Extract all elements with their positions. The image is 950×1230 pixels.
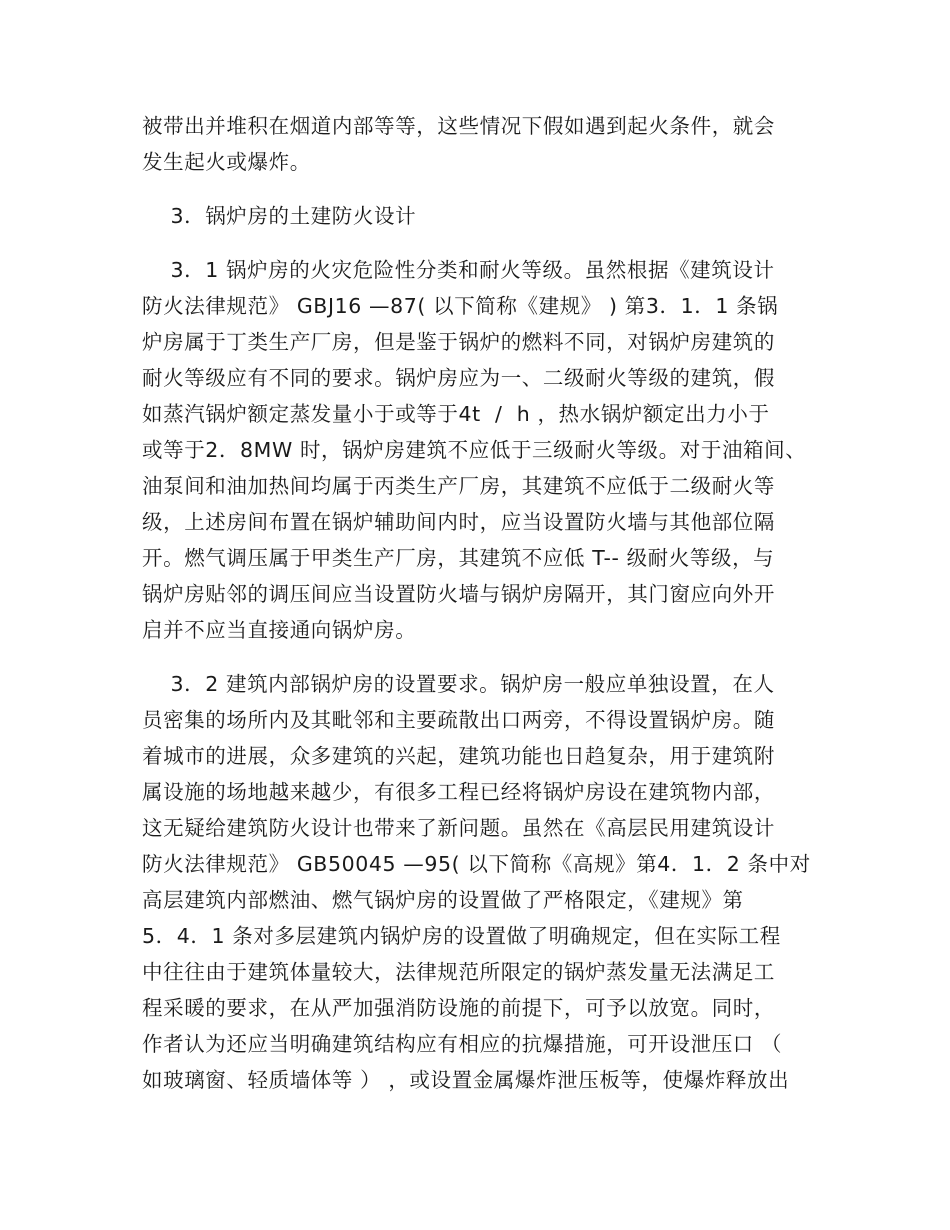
text-line: 如玻璃窗、轻质墙体等 ） ，或设置金属爆炸泄压板等，使爆炸释放出 — [142, 1068, 790, 1092]
text-line: 防火法律规范》 GBJ16 —87( 以下简称《建规》 ) 第3．1．1 条锅 — [142, 294, 779, 318]
text-line: 3．2 建筑内部锅炉房的设置要求。锅炉房一般应单独设置，在人 — [142, 672, 775, 696]
text-line: 如蒸汽锅炉额定蒸发量小于或等于4t / h ，热水锅炉额定出力小于 — [142, 402, 770, 426]
text-line: 开。燃气调压属于甲类生产厂房，其建筑不应低 T-- 级耐火等级，与 — [142, 546, 775, 570]
text-line: 这无疑给建筑防火设计也带来了新问题。虽然在《高层民用建筑设计 — [142, 816, 775, 840]
text-line: 发生起火或爆炸。 — [142, 150, 311, 174]
text-line: 启并不应当直接通向锅炉房。 — [142, 618, 417, 642]
text-line: 中往往由于建筑体量较大，法律规范所限定的锅炉蒸发量无法满足工 — [142, 960, 775, 984]
text-line: 耐火等级应有不同的要求。锅炉房应为一、二级耐火等级的建筑，假 — [142, 366, 775, 390]
text-line: 被带出并堆积在烟道内部等等，这些情况下假如遇到起火条件，就会 — [142, 114, 775, 138]
text-line: 炉房属于丁类生产厂房，但是鉴于锅炉的燃料不同，对锅炉房建筑的 — [142, 330, 775, 354]
text-line: 3．1 锅炉房的火灾危险性分类和耐火等级。虽然根据《建筑设计 — [142, 258, 775, 282]
text-line: 高层建筑内部燃油、燃气锅炉房的设置做了严格限定，《建规》第 — [142, 888, 744, 912]
text-line: 级，上述房间布置在锅炉辅助间内时，应当设置防火墙与其他部位隔 — [142, 510, 775, 534]
text-line: 油泵间和油加热间均属于丙类生产厂房，其建筑不应低于二级耐火等 — [142, 474, 775, 498]
text-line: 或等于2．8MW 时，锅炉房建筑不应低于三级耐火等级。对于油箱间、 — [142, 438, 807, 462]
text-line: 5．4．1 条对多层建筑内锅炉房的设置做了明确规定，但在实际工程 — [142, 924, 781, 948]
section-heading: 3．锅炉房的土建防火设计 — [142, 204, 417, 228]
text-line: 防火法律规范》 GB50045 —95( 以下简称《高规》第4．1．2 条中对 — [142, 852, 811, 876]
text-line: 员密集的场所内及其毗邻和主要疏散出口两旁，不得设置锅炉房。随 — [142, 708, 775, 732]
text-line: 作者认为还应当明确建筑结构应有相应的抗爆措施，可开设泄压口 （ — [142, 1032, 783, 1056]
text-line: 着城市的进展，众多建筑的兴起，建筑功能也日趋复杂，用于建筑附 — [142, 744, 775, 768]
text-line: 程采暖的要求，在从严加强消防设施的前提下，可予以放宽。同时， — [142, 996, 775, 1020]
text-line: 属设施的场地越来越少，有很多工程已经将锅炉房设在建筑物内部， — [142, 780, 775, 804]
text-line: 锅炉房贴邻的调压间应当设置防火墙与锅炉房隔开，其门窗应向外开 — [142, 582, 775, 606]
